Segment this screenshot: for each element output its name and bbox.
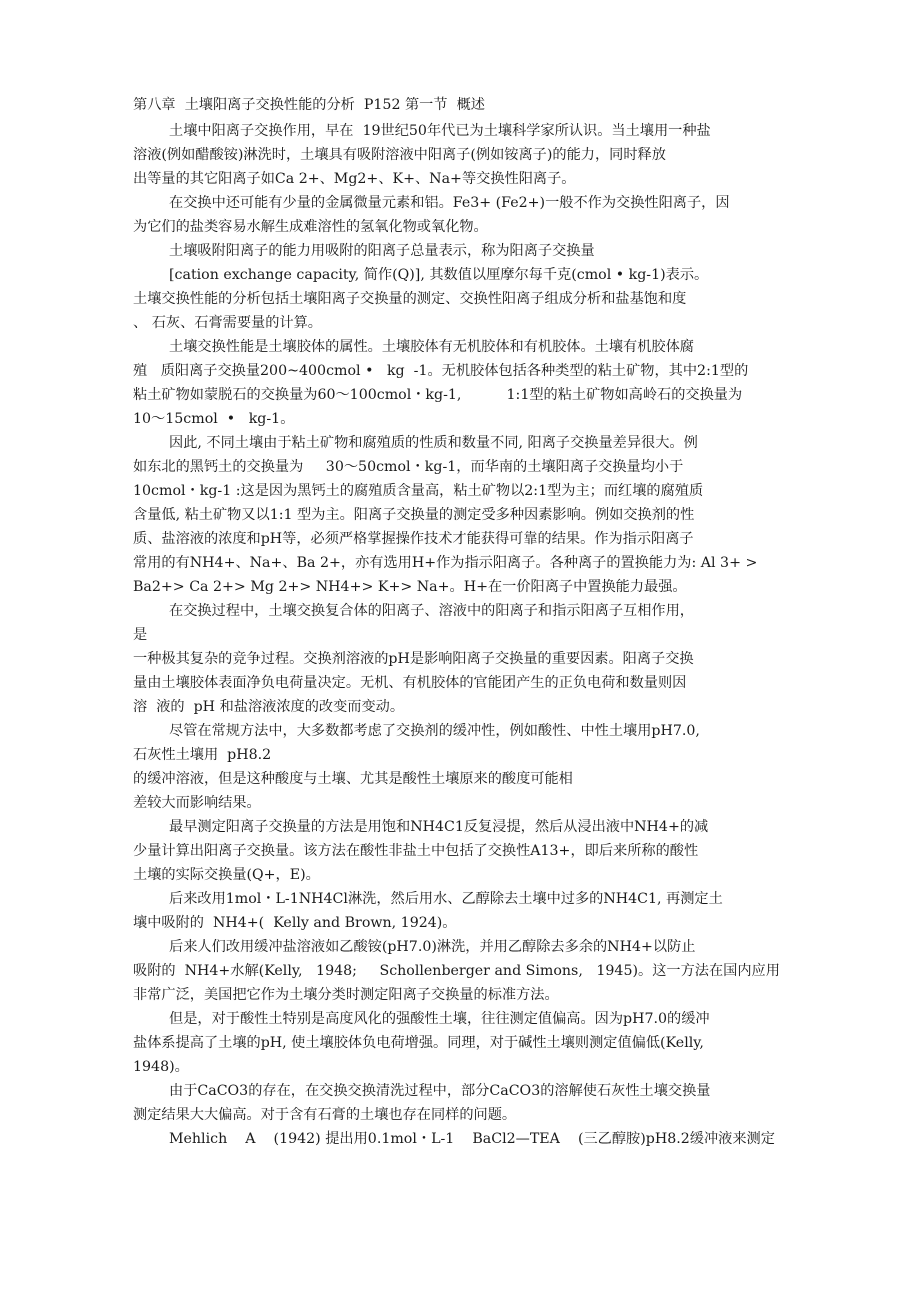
text-line: 在交换过程中，土壤交换复合体的阳离子、溶液中的阳离子和指示阳离子互相作用， [169,603,694,619]
text-line: 是 [133,627,148,643]
text-line: 吸附的 NH4+水解(Kelly, 1948; Schollenberger and Simons, 1945)。这一方法在国内应用 [133,963,780,979]
text-line: 土壤交换性能的分析包括土壤阳离子交换量的测定、交换性阳离子组成分析和盐基饱和度 [133,291,687,307]
text-line: 尽管在常规方法中，大多数都考虑了交换剂的缓冲性，例如酸性、中性土壤用pH7.0, [169,723,700,739]
text-line: 在交换中还可能有少量的金属微量元素和铝。Fe3+ (Fe2+)一般不作为交换性阳离子，因 [169,195,730,211]
text-line: 含量低, 粘土矿物又以1:1 型为主。阳离子交换量的测定受多种因素影响。例如交换剂的性 [133,507,695,523]
text-line: 壤中吸附的 NH4+( Kelly and Brown, 1924)。 [133,915,457,931]
text-line: 溶 液的 pH 和盐溶液浓度的改变而变动。 [133,699,405,715]
text-line: 非常广泛，美国把它作为土壤分类时测定阳离子交换量的标准方法。 [133,987,559,1003]
text-line: 10～15cmol • kg-1。 [133,411,295,427]
text-line: 溶液(例如醋酸铵)淋洗时，土壤具有吸附溶液中阳离子(例如铵离子)的能力，同时释放 [133,147,666,163]
text-line: 土壤交换性能是土壤胶体的属性。土壤胶体有无机胶体和有机胶体。土壤有机胶体腐 [169,339,694,355]
text-line: 出等量的其它阳离子如Ca 2+、Mg2+、K+、Na+等交换性阳离子。 [133,171,576,187]
chapter-heading: 第八章 土壤阳离子交换性能的分析 P152 第一节 概述 [133,97,485,113]
text-line: 常用的有NH4+、Na+、Ba 2+，亦有选用H+作为指示阳离子。各种离子的置换能力为: Al 3+ > [133,555,758,571]
text-line: 因此, 不同土壤由于粘土矿物和腐殖质的性质和数量不同, 阳离子交换量差异很大。例 [169,435,698,451]
text-line: 土壤的实际交换量(Q+，E)。 [133,867,320,883]
text-line: 量由土壤胶体表面净负电荷量决定。无机、有机胶体的官能团产生的正负电荷和数量则因 [133,675,687,691]
text-line: 殖 质阳离子交换量200~400cmol • kg -1。无机胶体包括各种类型的粘土矿物，其中2:1型的 [133,363,749,379]
text-line: Mehlich A (1942) 提出用0.1mol・L-1 BaCl2—TEA (三乙醇胺)pH8.2缓冲液来测定 [169,1131,775,1147]
text-line: 后来人们改用缓冲盐溶液如乙酸铵(pH7.0)淋洗，并用乙醇除去多余的NH4+以防止 [169,939,696,955]
text-line: 质、盐溶液的浓度和pH等，必须严格掌握操作技术才能获得可靠的结果。作为指示阳离子 [133,531,694,547]
text-line: 由于CaCO3的存在，在交换交换清洗过程中，部分CaCO3的溶解使石灰性土壤交换量 [169,1083,711,1099]
text-line: 测定结果大大偏高。对于含有石膏的土壤也存在同样的问题。 [133,1107,517,1123]
text-line: 粘土矿物如蒙脱石的交换量为60～100cmol・kg-1, 1:1型的粘土矿物如高岭石的交换量为 [133,387,743,403]
text-line: 为它们的盐类容易水解生成难溶性的氢氧化物或氧化物。 [133,219,488,235]
text-line: 1948)。 [133,1059,189,1075]
text-line: 盐体系提高了土壤的pH, 使土壤胶体负电荷增强。同理，对于碱性土壤则测定值偏低(Kelly, [133,1035,704,1051]
text-line: 少量计算出阳离子交换量。该方法在酸性非盐土中包括了交换性A13+，即后来所称的酸性 [133,843,699,859]
text-line: 如东北的黑钙土的交换量为 30～50cmol・kg-1，而华南的土壤阳离子交换量均小于 [133,459,684,475]
text-line: 一种极其复杂的竞争过程。交换剂溶液的pH是影响阳离子交换量的重要因素。阳离子交换 [133,651,694,667]
text-line: [cation exchange capacity, 简作(Q)], 其数值以厘摩尔每千克(cmol • kg-1)表示。 [169,267,709,283]
text-line: 石灰性土壤用 pH8.2 [133,747,272,763]
text-line: Ba2+> Ca 2+> Mg 2+> NH4+> K+> Na+。H+在一价阳离子中置换能力最强。 [133,579,687,595]
text-line: 后来改用1mol・L-1NH4Cl淋洗，然后用水、乙醇除去土壤中过多的NH4C1, 再测定土 [169,891,723,907]
text-line: 的缓冲溶液，但是这种酸度与土壤、尤其是酸性土壤原来的酸度可能相 [133,771,573,787]
text-line: 但是，对于酸性土特别是高度风化的强酸性土壤，往往测定值偏高。因为pH7.0的缓冲 [169,1011,710,1027]
text-line: 土壤吸附阳离子的能力用吸附的阳离子总量表示，称为阳离子交换量 [169,243,595,259]
text-line: 最早测定阳离子交换量的方法是用饱和NH4C1反复浸提，然后从浸出液中NH4+的减 [169,819,709,835]
text-line: 10cmol・kg-1 :这是因为黑钙土的腐殖质含量高，粘土矿物以2:1型为主；而红壤的腐殖质 [133,483,704,499]
text-line: 差较大而影响结果。 [133,795,261,811]
text-line: 、 石灰、石膏需要量的计算。 [133,315,322,331]
text-line: 土壤中阳离子交换作用，早在 19世纪50年代已为土壤科学家所认识。当土壤用一种盐 [169,123,711,139]
